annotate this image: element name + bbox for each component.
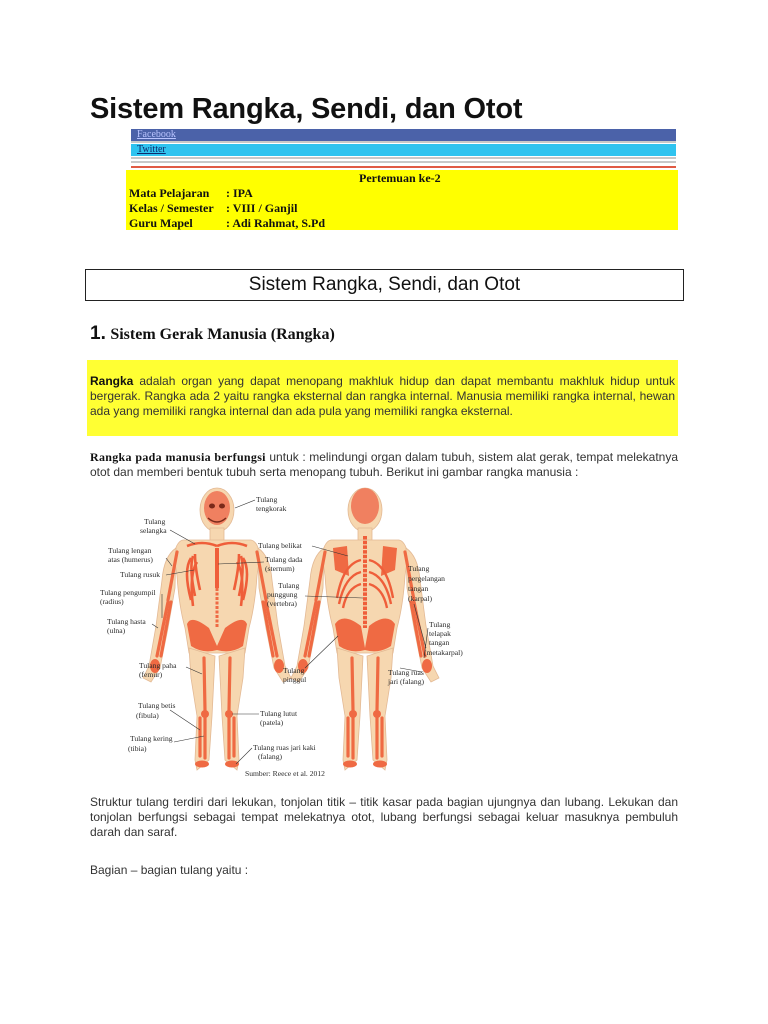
- svg-text:Tulang: Tulang: [278, 581, 300, 590]
- label-falang-jari: [387, 668, 425, 686]
- twitter-link[interactable]: Twitter: [137, 144, 166, 155]
- label-tibia: [128, 734, 204, 753]
- svg-text:(patela): (patela): [260, 718, 284, 727]
- svg-text:Tulang: Tulang: [429, 620, 451, 629]
- svg-text:Tulang betis: Tulang betis: [138, 701, 176, 710]
- svg-text:(metakarpal): (metakarpal): [424, 648, 463, 657]
- info-label: Guru Mapel: [129, 216, 193, 230]
- svg-text:tengkorak: tengkorak: [256, 504, 287, 513]
- svg-text:tangan: tangan: [429, 638, 450, 647]
- definition-paragraph: [90, 374, 675, 419]
- svg-text:selangka: selangka: [140, 526, 167, 535]
- page-title: Sistem Rangka, Sendi, dan Otot: [90, 93, 523, 125]
- label-fibula: [136, 701, 200, 730]
- section-title: [90, 323, 335, 345]
- facebook-link[interactable]: Facebook: [137, 129, 176, 140]
- svg-text:(fibula): (fibula): [136, 711, 159, 720]
- svg-text:(femur): (femur): [139, 670, 163, 679]
- label-ulna: [107, 617, 158, 635]
- svg-text:Tulang ruas jari kaki: Tulang ruas jari kaki: [253, 743, 316, 752]
- divider: [131, 161, 676, 163]
- label-radius: [100, 588, 162, 618]
- svg-text:Tulang belikat: Tulang belikat: [258, 541, 302, 550]
- svg-text:telapak: telapak: [429, 629, 451, 638]
- svg-text:Tulang lutut: Tulang lutut: [260, 709, 298, 718]
- svg-text:(falang): (falang): [258, 752, 283, 761]
- svg-text:Tulang kering: Tulang kering: [130, 734, 173, 743]
- svg-text:(radius): (radius): [100, 597, 124, 606]
- info-label: Mata Pelajaran: [129, 186, 210, 200]
- divider: [131, 157, 676, 159]
- svg-text:jari (falang): jari (falang): [388, 677, 425, 686]
- figure-source: Sumber: Reece et al. 2012: [245, 769, 325, 778]
- svg-text:(karpal): (karpal): [408, 594, 433, 603]
- skeleton-back: [291, 488, 439, 770]
- svg-text:Tulang paha: Tulang paha: [139, 661, 177, 670]
- info-label: Kelas / Semester: [129, 201, 214, 215]
- definition-term: Rangka: [90, 374, 134, 388]
- section-number: 1.: [90, 323, 106, 344]
- svg-text:(ulna): (ulna): [107, 626, 126, 635]
- svg-text:pinggul: pinggul: [283, 675, 307, 684]
- label-patela: [232, 709, 298, 727]
- twitter-share-bar: [131, 144, 676, 156]
- definition-text: adalah organ yang dapat menopang makhluk hidup dan dapat membantu makhluk hidup untuk bergerak. Rangka ada 2 yaitu rangka eksternal dan rangka internal. Manusia memiliki rangka internal, hewan ada yang memiliki rangka internal dan ada pula yang memiliki rangka eksternal.: [90, 374, 675, 418]
- function-paragraph: [90, 450, 678, 480]
- svg-text:punggung: punggung: [267, 590, 298, 599]
- svg-text:Tulang: Tulang: [408, 564, 430, 573]
- svg-text:pergelangan: pergelangan: [408, 574, 445, 583]
- svg-text:Tulang hasta: Tulang hasta: [107, 617, 146, 626]
- definition-box: [87, 360, 678, 436]
- svg-text:Tulang pengumpil: Tulang pengumpil: [100, 588, 156, 597]
- parts-paragraph: Bagian – bagian tulang yaitu :: [90, 863, 249, 877]
- svg-text:atas (humerus): atas (humerus): [108, 555, 153, 564]
- svg-text:Tulang: Tulang: [256, 495, 278, 504]
- svg-text:Tulang: Tulang: [144, 517, 166, 526]
- svg-text:Tulang ruas: Tulang ruas: [388, 668, 424, 677]
- function-text: untuk : melindungi organ dalam tubuh, sistem alat gerak, tempat melekatnya otot dan memberi bentuk tubuh serta menopang tubuh. Berikut ini gambar rangka manusia :: [90, 450, 678, 479]
- svg-text:(vertebra): (vertebra): [267, 599, 297, 608]
- divider: [131, 166, 676, 168]
- meeting-label: Pertemuan ke-2: [359, 171, 441, 185]
- label-metakarpal: [424, 620, 463, 658]
- facebook-share-bar: [131, 129, 676, 141]
- svg-text:tangan: tangan: [408, 584, 429, 593]
- info-value: : VIII / Ganjil: [226, 201, 298, 215]
- label-falang-kaki: [236, 743, 316, 764]
- info-value: : Adi Rahmat, S.Pd: [226, 216, 326, 230]
- svg-text:Tulang lengan: Tulang lengan: [108, 546, 152, 555]
- svg-text:(sternum): (sternum): [265, 564, 295, 573]
- structure-paragraph: Struktur tulang terdiri dari lekukan, tonjolan titik – titik kasar pada bagian ujungnya dan lubang. Lekukan dan tonjolan berfungsi sebagai tempat melekatnya otot, lubang berfungsi sebagai keluar masuknya pembuluh darah dan saraf.: [90, 795, 678, 839]
- section-title-text: Sistem Gerak Manusia (Rangka): [110, 326, 335, 343]
- divider: [131, 141, 676, 143]
- svg-text:(tibia): (tibia): [128, 744, 147, 753]
- skeleton-figure: [90, 478, 490, 783]
- svg-text:Tulang dada: Tulang dada: [265, 555, 303, 564]
- svg-text:Tulang: Tulang: [283, 666, 305, 675]
- boxed-heading: Sistem Rangka, Sendi, dan Otot: [85, 269, 684, 301]
- lesson-info-box: [126, 170, 678, 230]
- label-tengkorak: [235, 495, 287, 513]
- function-term: Rangka pada manusia berfungsi: [90, 450, 266, 464]
- info-value: : IPA: [226, 186, 253, 200]
- svg-text:Tulang rusuk: Tulang rusuk: [120, 570, 161, 579]
- label-humerus: [108, 546, 172, 566]
